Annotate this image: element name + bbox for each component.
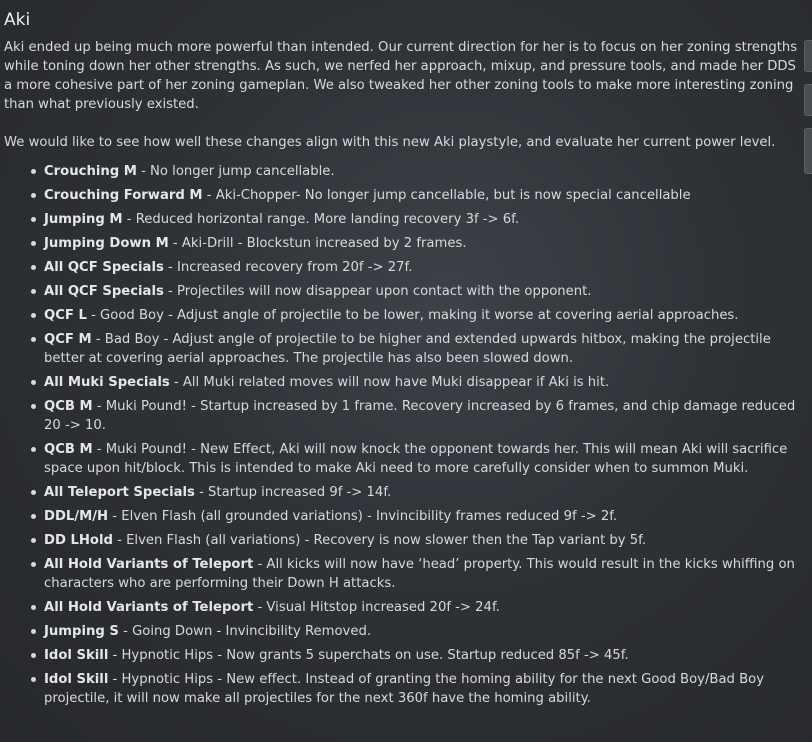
change-move-name: All Teleport Specials bbox=[44, 485, 195, 500]
change-item bbox=[44, 162, 800, 181]
change-item bbox=[44, 440, 800, 478]
change-move-name: All QCF Specials bbox=[44, 284, 164, 299]
change-move-name: All Muki Specials bbox=[44, 375, 170, 390]
side-scroll-tab[interactable] bbox=[804, 40, 812, 72]
change-item bbox=[44, 598, 800, 617]
change-item bbox=[44, 210, 800, 229]
character-title: Aki bbox=[4, 10, 31, 30]
change-move-name: All QCF Specials bbox=[44, 260, 164, 275]
change-item bbox=[44, 258, 800, 277]
change-move-name: All Hold Variants of Teleport bbox=[44, 600, 254, 615]
change-description: - Hypnotic Hips - New effect. Instead of granting the homing ability for the next Good Boy/Bad Boy projectile, it will now make all projectiles for the next 360f have the homing ability. bbox=[44, 672, 765, 706]
change-item bbox=[44, 282, 800, 301]
change-description: - Aki-Chopper- No longer jump cancellable, but is now special cancellable bbox=[202, 188, 691, 203]
change-item bbox=[44, 373, 800, 392]
change-item bbox=[44, 646, 800, 665]
side-scroll-tab[interactable] bbox=[804, 128, 812, 174]
change-move-name: QCF M bbox=[44, 332, 92, 347]
change-move-name: DD LHold bbox=[44, 533, 113, 548]
patch-notes-section bbox=[4, 8, 800, 713]
change-item bbox=[44, 622, 800, 641]
change-item bbox=[44, 186, 800, 205]
change-list bbox=[4, 162, 800, 708]
change-description: - Elven Flash (all grounded variations) - Invincibility frames reduced 9f -> 2f. bbox=[108, 509, 618, 524]
change-description: - Hypnotic Hips - Now grants 5 superchats on use. Startup reduced 85f -> 45f. bbox=[108, 648, 629, 663]
change-move-name: All Hold Variants of Teleport bbox=[44, 557, 254, 572]
change-item bbox=[44, 507, 800, 526]
change-move-name: Jumping S bbox=[44, 624, 119, 639]
change-move-name: Jumping M bbox=[44, 212, 123, 227]
change-description: - Good Boy - Adjust angle of projectile to be lower, making it worse at covering aerial approaches. bbox=[86, 308, 739, 323]
change-description: - Going Down - Invincibility Removed. bbox=[118, 624, 372, 639]
change-description: - Startup increased 9f -> 14f. bbox=[194, 485, 392, 500]
change-move-name: Idol Skill bbox=[44, 648, 109, 663]
change-move-name: Crouching Forward M bbox=[44, 188, 203, 203]
change-description: - Aki-Drill - Blockstun increased by 2 frames. bbox=[168, 236, 467, 251]
change-move-name: Idol Skill bbox=[44, 672, 109, 687]
change-move-name: QCB M bbox=[44, 442, 93, 457]
change-description: - Reduced horizontal range. More landing recovery 3f -> 6f. bbox=[122, 212, 520, 227]
change-item bbox=[44, 483, 800, 502]
change-item bbox=[44, 531, 800, 550]
intro-paragraph: Aki ended up being much more powerful than intended. Our current direction for her is to focus on her zoning strengths while toning down her other strengths. As such, we nerfed her approach, mixup, and pressure tools, and made her DDS a more cohesive part of her zoning gameplan. We also tweaked her other zoning tools to make more interesting zoning than what previously existed. bbox=[4, 40, 798, 112]
change-item bbox=[44, 306, 800, 325]
change-description: - All Muki related moves will now have Muki disappear if Aki is hit. bbox=[169, 375, 610, 390]
change-description: - Visual Hitstop increased 20f -> 24f. bbox=[253, 600, 500, 615]
change-move-name: DDL/M/H bbox=[44, 509, 109, 524]
change-description: - Increased recovery from 20f -> 27f. bbox=[163, 260, 413, 275]
change-description: - Elven Flash (all variations) - Recovery is now slower then the Tap variant by 5f. bbox=[112, 533, 647, 548]
feedback-request-paragraph: We would like to see how well these changes align with this new Aki playstyle, and evaluate her current power level. bbox=[4, 135, 776, 150]
change-move-name: Jumping Down M bbox=[44, 236, 169, 251]
change-item bbox=[44, 670, 800, 708]
change-item bbox=[44, 330, 800, 368]
change-item bbox=[44, 397, 800, 435]
change-description: - Projectiles will now disappear upon contact with the opponent. bbox=[163, 284, 592, 299]
side-scroll-tab[interactable] bbox=[804, 84, 812, 116]
change-description: - Muki Pound! - Startup increased by 1 frame. Recovery increased by 6 frames, and chip damage reduced 20 -> 10. bbox=[44, 399, 796, 433]
change-item bbox=[44, 234, 800, 253]
change-move-name: Crouching M bbox=[44, 164, 137, 179]
change-item bbox=[44, 555, 800, 593]
change-move-name: QCF L bbox=[44, 308, 87, 323]
change-description: - All kicks will now have ‘head’ property. This would result in the kicks whiffing on characters who are performing their Down H attacks. bbox=[44, 557, 795, 591]
change-move-name: QCB M bbox=[44, 399, 93, 414]
change-description: - Bad Boy - Adjust angle of projectile to be higher and extended upwards hitbox, making the projectile better at covering aerial approaches. The projectile has also been slowed down. bbox=[44, 332, 771, 366]
change-description: - Muki Pound! - New Effect, Aki will now knock the opponent towards her. This will mean Aki will sacrifice space upon hit/block. This is intended to make Aki need to more carefully consider when to summon Muki. bbox=[44, 442, 788, 476]
change-description: - No longer jump cancellable. bbox=[136, 164, 335, 179]
